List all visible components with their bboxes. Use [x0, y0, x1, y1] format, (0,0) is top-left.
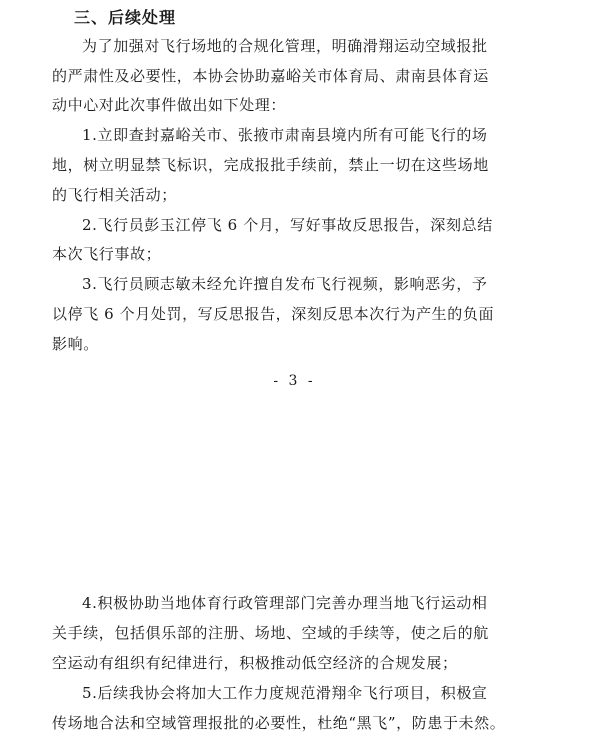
list-item-line: 地，树立明显禁飞标识，完成报批手续前，禁止一切在这些场地	[52, 156, 489, 174]
paragraph-line: 的严肃性及必要性，本协会协助嘉峪关市体育局、肃南县体育运	[52, 67, 489, 85]
list-item-line: 3.飞行员顾志敏未经允许擅自发布飞行视频，影响恶劣，予	[82, 275, 488, 293]
list-item-line: 1.立即查封嘉峪关市、张掖市肃南县境内所有可能飞行的场	[82, 126, 488, 144]
paragraph-line: 为了加强对飞行场地的合规化管理，明确滑翔运动空域报批	[82, 37, 488, 55]
list-item-line: 本次飞行事故；	[52, 245, 162, 263]
list-item-line: 5.后续我协会将加大工作力度规范滑翔伞飞行项目，积极宣	[82, 684, 488, 702]
section-heading: 三、后续处理	[74, 8, 177, 27]
list-item-line: 2.飞行员彭玉江停飞 6 个月，写好事故反思报告，深刻总结	[82, 216, 493, 234]
paragraph-line: 动中心对此次事件做出如下处理：	[52, 96, 287, 114]
list-item-line: 空运动有组织有纪律进行，积极推动低空经济的合规发展；	[52, 654, 458, 672]
list-item-line: 关手续，包括俱乐部的注册、场地、空域的手续等，使之后的航	[52, 624, 489, 642]
list-item-line: 以停飞 6 个月处罚，写反思报告，深刻反思本次行为产生的负面	[52, 305, 495, 323]
page-number: - 3 -	[273, 373, 316, 389]
list-item-line: 传场地合法和空域管理报批的必要性，杜绝“黑飞”，防患于未然。	[52, 714, 506, 732]
list-item-line: 影响。	[52, 335, 99, 353]
list-item-line: 4.积极协助当地体育行政管理部门完善办理当地飞行运动相	[82, 594, 488, 612]
list-item-line: 的飞行相关活动；	[52, 186, 177, 204]
